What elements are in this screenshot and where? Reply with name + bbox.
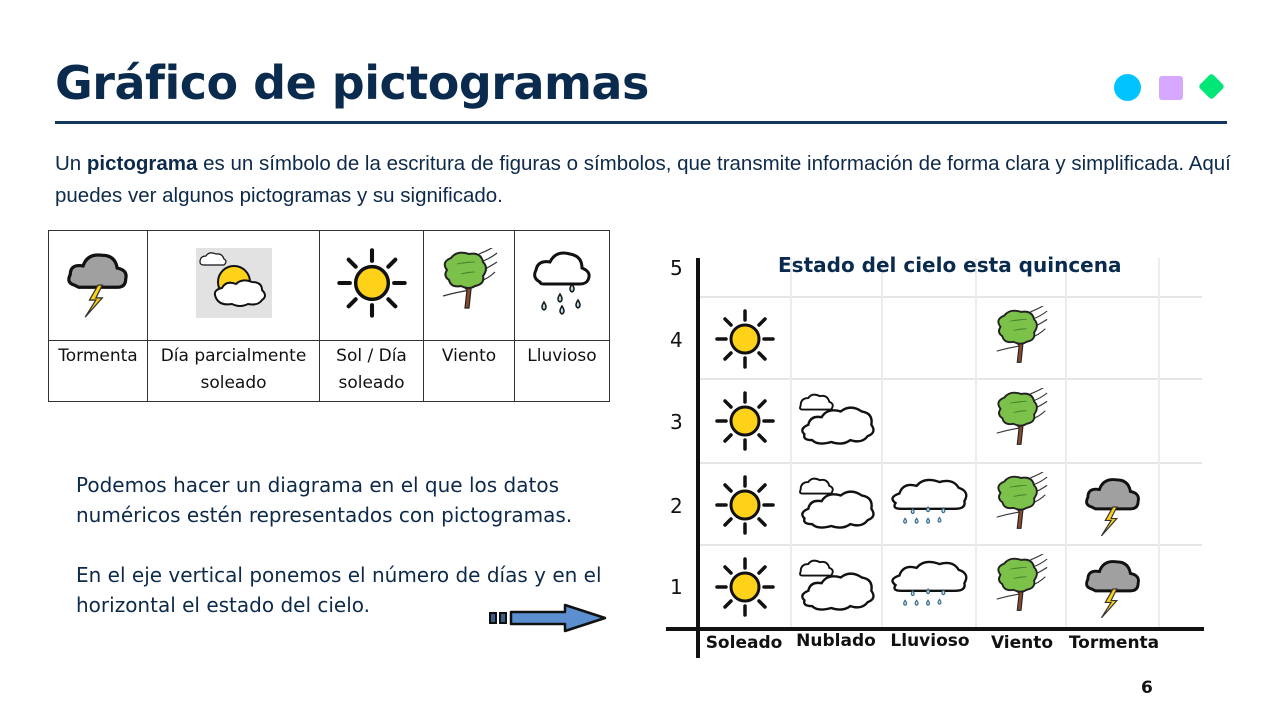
arrow-right-icon bbox=[488, 603, 610, 633]
pictogram-sun bbox=[700, 380, 790, 462]
wind-tree-icon bbox=[436, 248, 502, 318]
intro-rest: es un símbolo de la escritura de figuras o símbolos, que transmite información de forma clara y simplificada. Aquí puedes ver algunos pictogramas y su significado. bbox=[55, 152, 1231, 207]
square-shape-icon bbox=[1159, 76, 1183, 100]
intro-prefix: Un bbox=[55, 152, 87, 175]
cloud-icon bbox=[793, 392, 879, 450]
cloud-icon bbox=[793, 476, 879, 534]
gridline bbox=[1158, 258, 1160, 628]
legend-icon-cell bbox=[148, 231, 320, 341]
legend-label bbox=[148, 341, 320, 402]
cloud-icon bbox=[793, 558, 879, 616]
legend-icon-cell bbox=[320, 231, 424, 341]
y-tick: 5 bbox=[670, 256, 683, 280]
title-divider bbox=[55, 121, 1227, 124]
storm-icon bbox=[66, 248, 130, 318]
legend-label-line1: Día parcialmente bbox=[160, 346, 307, 366]
x-label: Soleado bbox=[705, 633, 783, 653]
pictogram-storm bbox=[1068, 464, 1158, 546]
legend-label bbox=[424, 341, 515, 402]
circle-shape-icon bbox=[1114, 74, 1141, 101]
storm-icon bbox=[1084, 474, 1142, 536]
pictogram-wind-tree bbox=[976, 298, 1066, 380]
pictogram-wind-tree bbox=[976, 380, 1066, 462]
intro-bold-term: pictograma bbox=[86, 152, 198, 175]
wind-tree-icon bbox=[993, 306, 1049, 372]
storm-icon bbox=[1084, 556, 1142, 618]
wind-tree-icon bbox=[993, 472, 1049, 538]
chart-title: Estado del cielo esta quincena bbox=[778, 253, 1122, 277]
page-number: 6 bbox=[1141, 678, 1153, 698]
rain-cloud-icon bbox=[886, 476, 972, 534]
pictogram-cloud bbox=[791, 380, 881, 462]
pictogram-storm bbox=[1068, 546, 1158, 628]
x-label: Viento bbox=[990, 633, 1054, 653]
sun-icon bbox=[337, 248, 407, 318]
legend-label bbox=[49, 341, 148, 402]
explanation-paragraph-1: Podemos hacer un diagrama en el que los datos numéricos estén representados con pictogramas. bbox=[76, 473, 573, 527]
wind-tree-icon bbox=[993, 554, 1049, 620]
wind-tree-icon bbox=[993, 388, 1049, 454]
pictogram-rain-cloud bbox=[884, 546, 974, 628]
rain-icon bbox=[530, 246, 594, 320]
legend-label-line1: Sol / Día bbox=[336, 346, 407, 366]
legend-label-line1: Tormenta bbox=[58, 346, 138, 366]
pictogram-wind-tree bbox=[976, 546, 1066, 628]
pictogram-rain-cloud bbox=[884, 464, 974, 546]
y-tick: 4 bbox=[670, 328, 683, 352]
x-label: Tormenta bbox=[1068, 633, 1160, 653]
pictogram-wind-tree bbox=[976, 464, 1066, 546]
intro-paragraph bbox=[55, 148, 1235, 212]
pictogram-legend-table bbox=[48, 230, 610, 402]
legend-icon-cell bbox=[515, 231, 610, 341]
rain-cloud-icon bbox=[886, 558, 972, 616]
pictogram-sun bbox=[700, 298, 790, 380]
page-title: Gráfico de pictogramas bbox=[55, 56, 649, 110]
legend-label-line1: Viento bbox=[441, 346, 497, 366]
partly-sunny-icon bbox=[196, 248, 272, 318]
legend-icon-cell bbox=[49, 231, 148, 341]
legend-label bbox=[320, 341, 424, 402]
diamond-shape-icon bbox=[1198, 73, 1225, 100]
legend-label-line2: soleado bbox=[200, 373, 267, 393]
y-tick: 2 bbox=[670, 494, 683, 518]
legend-label-line2: soleado bbox=[338, 373, 405, 393]
legend-label bbox=[515, 341, 610, 402]
pictogram-sun bbox=[700, 546, 790, 628]
legend-icon-cell bbox=[424, 231, 515, 341]
sun-icon bbox=[715, 475, 775, 535]
pictogram-cloud bbox=[791, 546, 881, 628]
pictogram-chart bbox=[660, 250, 1220, 670]
pictogram-cloud bbox=[791, 464, 881, 546]
sun-icon bbox=[715, 309, 775, 369]
explanation-paragraph-2: En el eje vertical ponemos el número de días y en el horizontal el estado del cielo. bbox=[76, 563, 602, 617]
sun-icon bbox=[715, 557, 775, 617]
y-tick: 1 bbox=[670, 575, 683, 599]
gridline bbox=[881, 258, 883, 628]
legend-label-line1: Lluvioso bbox=[527, 346, 597, 366]
decorative-shapes bbox=[1114, 72, 1230, 102]
x-label: Nublado bbox=[796, 631, 876, 651]
x-label: Lluvioso bbox=[890, 631, 970, 651]
sun-icon bbox=[715, 391, 775, 451]
y-tick: 3 bbox=[670, 410, 683, 434]
pictogram-sun bbox=[700, 464, 790, 546]
